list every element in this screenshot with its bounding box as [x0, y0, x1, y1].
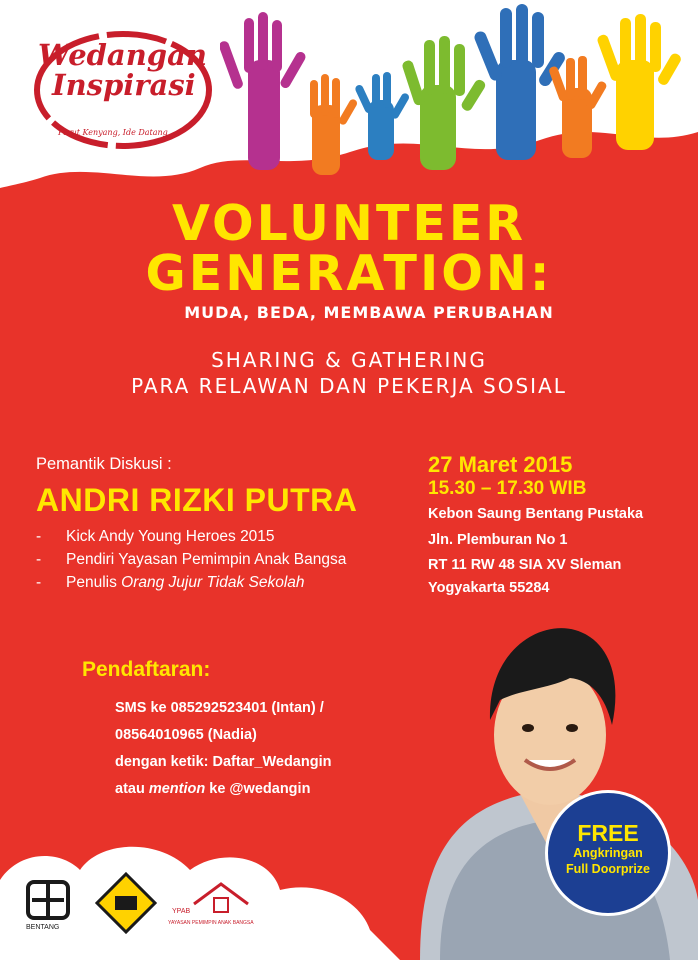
headline-sub-2: PARA RELAWAN DAN PEKERJA SOSIAL [131, 374, 567, 398]
logo-wordmark [38, 40, 208, 100]
registration-line-1: SMS ke 085292523401 (Intan) / [115, 700, 324, 716]
registration-line-2: 08564010965 (Nadia) [115, 727, 257, 743]
event-street: Jln. Plemburan No 1 [428, 532, 568, 548]
event-area: RT 11 RW 48 SIA XV Sleman [428, 557, 622, 573]
badge-free: FREE [577, 820, 639, 846]
registration-label: Pendaftaran: [82, 658, 211, 681]
hand-blue-icon [354, 72, 410, 160]
registration-line-3: dengan ketik: Daftar_Wedangin [115, 754, 332, 770]
logo-line-1: Wedangan [38, 38, 207, 72]
registration-line-4: atau mention ke @wedangin [115, 781, 311, 797]
event-time: 15.30 – 17.30 WIB [428, 478, 587, 499]
credential-item: - Penulis Orang Jujur Tidak Sekolah [36, 571, 346, 594]
ypab-sub-label: YAYASAN PEMIMPIN ANAK BANGSA [168, 920, 254, 926]
logo-tagline: Perut Kenyang, Ide Datang [58, 128, 168, 137]
sponsor-emblem-icon [95, 872, 157, 934]
badge-line-2: Full Doorprize [565, 862, 651, 876]
headline-tagline: MUDA, BEDA, MEMBAWA PERUBAHAN [184, 303, 554, 322]
headline-sub-1: SHARING & GATHERING [211, 348, 487, 372]
hand-orange-small-icon [548, 56, 608, 158]
hand-green-icon [401, 36, 487, 170]
headline-line-1: VOLUNTEER [171, 195, 527, 252]
event-city: Yogyakarta 55284 [428, 580, 550, 596]
book-title: Orang Jujur Tidak Sekolah [121, 574, 305, 591]
ypab-label: YPAB [172, 908, 191, 915]
bentang-logo-icon [24, 880, 72, 922]
speaker-name: ANDRI RIZKI PUTRA [36, 482, 358, 518]
credential-item: - Kick Andy Young Heroes 2015 [36, 525, 346, 548]
logo-line-2: Inspirasi [52, 68, 196, 102]
hand-darkblue-icon [473, 4, 567, 160]
hand-yellow-icon [596, 14, 683, 150]
hand-orange-icon [310, 74, 358, 175]
raised-hands-illustration [220, 0, 698, 190]
badge-line-1: Angkringan [573, 846, 643, 860]
headline-line-2: GENERATION: [145, 245, 553, 302]
bentang-label: BENTANG [26, 924, 60, 931]
ypab-logo-icon [190, 880, 252, 920]
event-venue: Kebon Saung Bentang Pustaka [428, 506, 644, 522]
hand-magenta-icon [220, 12, 307, 170]
speaker-label: Pemantik Diskusi : [36, 455, 172, 473]
speaker-credentials [36, 525, 346, 594]
event-date: 27 Maret 2015 [428, 452, 573, 477]
credential-item: - Pendiri Yayasan Pemimpin Anak Bangsa [36, 548, 346, 571]
